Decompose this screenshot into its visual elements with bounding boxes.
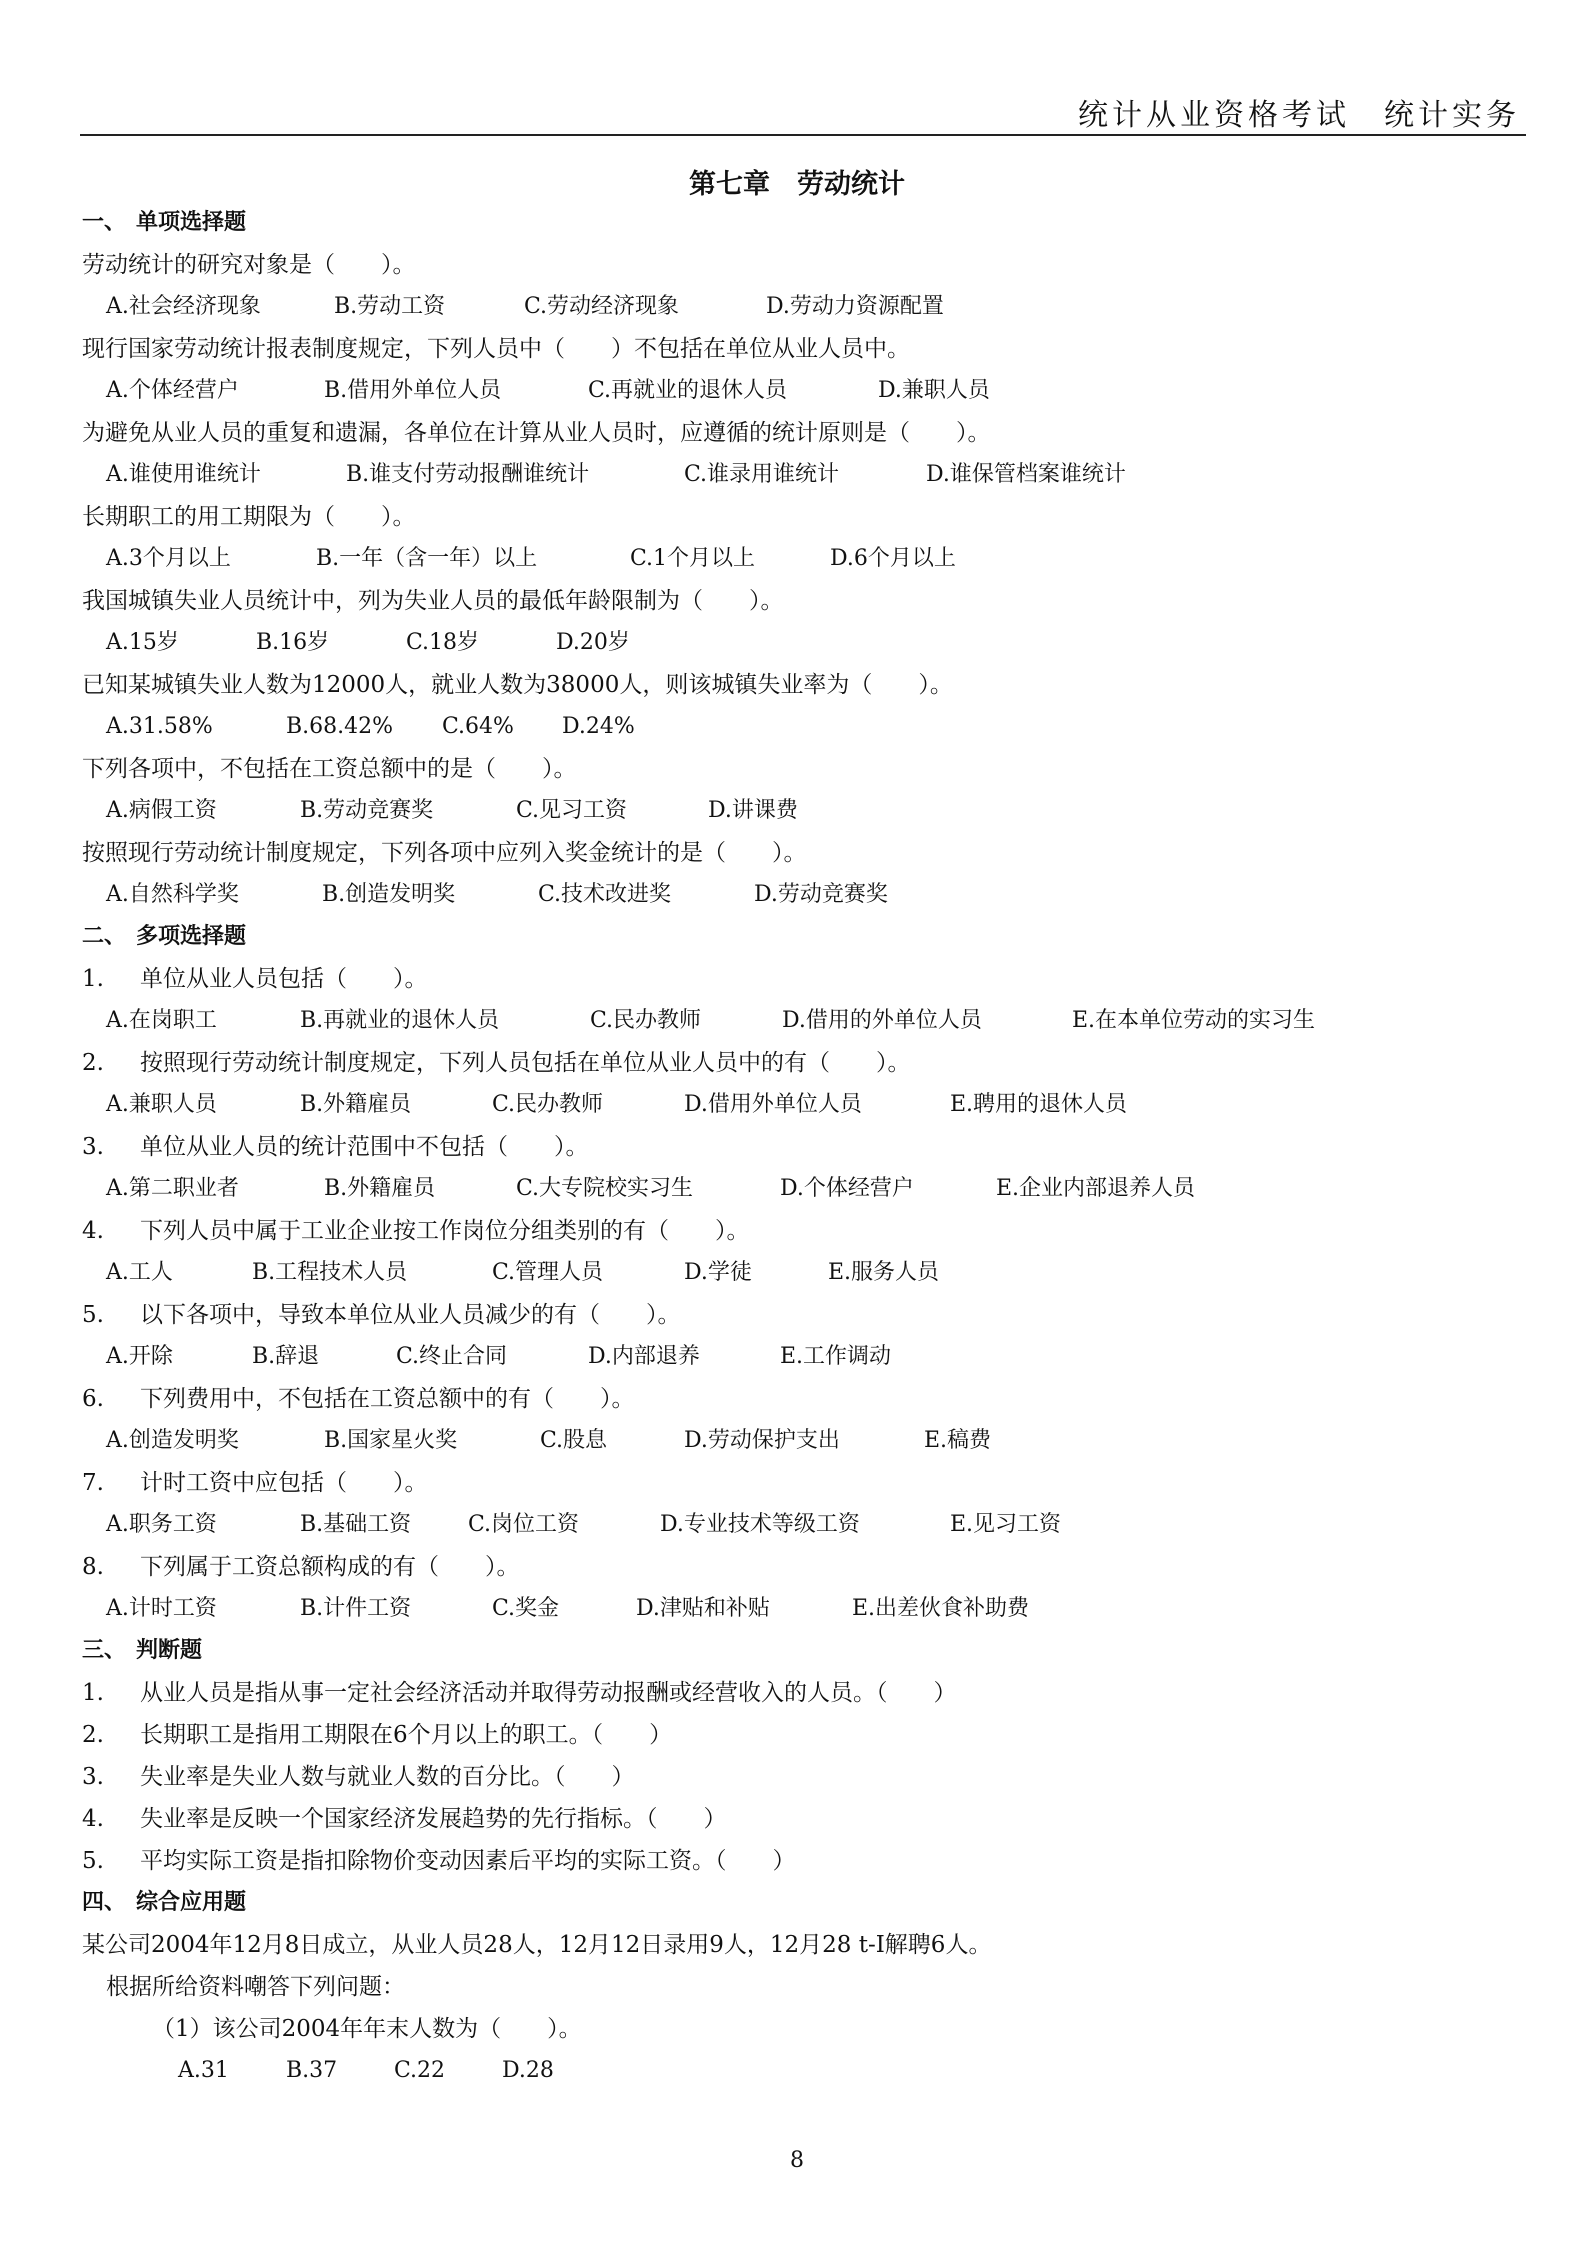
option: A.谁使用谁统计 [106,462,261,487]
question-stem: 我国城镇失业人员统计中，列为失业人员的最低年龄限制为（ ）。 [82,588,784,614]
option: E.在本单位劳动的实习生 [1072,1008,1316,1033]
question-stem: 3. 单位从业人员的统计范围中不包括（ ）。 [82,1134,589,1160]
option: B.68.42% [286,714,394,739]
option-row [82,1504,1524,1546]
option: D.借用的外单位人员 [782,1008,982,1033]
option-row [82,1336,1524,1378]
option: B.借用外单位人员 [324,378,502,403]
option-row [82,538,1524,580]
question-stem: 1. 单位从业人员包括（ ）。 [82,966,428,992]
option: E.企业内部退养人员 [996,1176,1196,1201]
option: C.见习工资 [516,798,628,823]
option-row [82,790,1524,832]
option: A.在岗职工 [106,1008,217,1033]
option: C.再就业的退休人员 [588,378,788,403]
question-stem: 现行国家劳动统计报表制度规定，下列人员中（ ）不包括在单位从业人员中。 [82,336,910,362]
question-stem: 长期职工的用工期限为（ ）。 [82,504,416,530]
option: A.31 [178,2058,229,2083]
option: B.工程技术人员 [252,1260,408,1285]
comprehensive-question: （1）该公司2004年年末人数为（ ）。 [152,2016,582,2042]
option: C.谁录用谁统计 [684,462,840,487]
option: D.个体经营户 [780,1176,914,1201]
option: D.津贴和补贴 [636,1596,770,1621]
question-stem: 按照现行劳动统计制度规定，下列各项中应列入奖金统计的是（ ）。 [82,840,807,866]
option: C.大专院校实习生 [516,1176,694,1201]
option-row [82,622,1524,664]
option: D.借用外单位人员 [684,1092,862,1117]
section-heading-true-false: 三、 判断题 [82,1638,203,1663]
option: A.职务工资 [106,1512,217,1537]
option: A.3个月以上 [106,546,231,571]
option-row [82,706,1524,748]
option: D.20岁 [556,630,630,655]
option: C.64% [442,714,514,739]
section-heading-single-choice: 一、 单项选择题 [82,210,247,235]
option: C.民办教师 [492,1092,604,1117]
option: B.辞退 [252,1344,320,1369]
option: B.创造发明奖 [322,882,456,907]
option: B.国家星火奖 [324,1428,458,1453]
question-stem: 1. 从业人员是指从事一定社会经济活动并取得劳动报酬或经营收入的人员。（ ） [82,1680,957,1706]
option: C.民办教师 [590,1008,702,1033]
option: E.工作调动 [780,1344,892,1369]
option: B.16岁 [256,630,330,655]
option: B.谁支付劳动报酬谁统计 [346,462,590,487]
question-stem: 6. 下列费用中，不包括在工资总额中的有（ ）。 [82,1386,635,1412]
option: B.劳动竞赛奖 [300,798,434,823]
option: D.6个月以上 [830,546,956,571]
option: A.病假工资 [106,798,217,823]
question-stem: 5. 以下各项中，导致本单位从业人员减少的有（ ）。 [82,1302,681,1328]
option: E.出差伙食补助费 [852,1596,1030,1621]
option: E.服务人员 [828,1260,940,1285]
option: B.外籍雇员 [300,1092,412,1117]
question-stem: 7. 计时工资中应包括（ ）。 [82,1470,428,1496]
option: B.一年（含一年）以上 [316,546,538,571]
option: C.18岁 [406,630,480,655]
option: C.劳动经济现象 [524,294,680,319]
question-stem: 已知某城镇失业人数为12000人，就业人数为38000人，则该城镇失业率为（ ）。 [82,672,953,698]
option: A.15岁 [106,630,179,655]
option: D.内部退养 [588,1344,700,1369]
question-stem: 2. 按照现行劳动统计制度规定，下列人员包括在单位从业人员中的有（ ）。 [82,1050,911,1076]
option: D.劳动力资源配置 [766,294,944,319]
question-stem: 3. 失业率是失业人数与就业人数的百分比。（ ） [82,1764,635,1790]
option: C.22 [394,2058,446,2083]
option: A.开除 [106,1344,173,1369]
question-stem: 4. 失业率是反映一个国家经济发展趋势的先行指标。（ ） [82,1806,727,1832]
option: B.计件工资 [300,1596,412,1621]
option: D.谁保管档案谁统计 [926,462,1126,487]
question-stem: 2. 长期职工是指用工期限在6个月以上的职工。（ ） [82,1722,673,1748]
option: C.股息 [540,1428,608,1453]
option: A.社会经济现象 [106,294,261,319]
question-stem: 下列各项中，不包括在工资总额中的是（ ）。 [82,756,577,782]
option: E.稿费 [924,1428,992,1453]
section-heading-multiple-choice: 二、 多项选择题 [82,924,247,949]
section-heading-comprehensive: 四、 综合应用题 [82,1890,247,1915]
option: C.技术改进奖 [538,882,672,907]
option: D.专业技术等级工资 [660,1512,860,1537]
option: B.37 [286,2058,338,2083]
option: E.见习工资 [950,1512,1062,1537]
option: B.外籍雇员 [324,1176,436,1201]
page-number: 8 [790,2148,804,2173]
option-row [82,286,1524,328]
question-stem: 劳动统计的研究对象是（ ）。 [82,252,416,278]
chapter-title: 第七章 劳动统计 [689,169,905,200]
option: C.管理人员 [492,1260,604,1285]
question-stem: 为避免从业人员的重复和遗漏，各单位在计算从业人员时，应遵循的统计原则是（ ）。 [82,420,991,446]
option: D.28 [502,2058,554,2083]
option-row [82,874,1524,916]
option: C.岗位工资 [468,1512,580,1537]
option: D.劳动保护支出 [684,1428,840,1453]
option: B.劳动工资 [334,294,446,319]
comprehensive-instruction: 根据所给资料嘲答下列问题： [106,1974,405,2000]
option: A.创造发明奖 [106,1428,239,1453]
option: B.再就业的退休人员 [300,1008,500,1033]
option-row [82,454,1524,496]
option: C.1个月以上 [630,546,756,571]
option-row [82,1252,1524,1294]
question-stem: 5. 平均实际工资是指扣除物价变动因素后平均的实际工资。（ ） [82,1848,796,1874]
option: A.自然科学奖 [106,882,239,907]
option: A.计时工资 [106,1596,217,1621]
page-content [82,202,1524,2092]
option: C.奖金 [492,1596,560,1621]
question-stem: 8. 下列属于工资总额构成的有（ ）。 [82,1554,520,1580]
option: A.工人 [106,1260,173,1285]
option: A.个体经营户 [106,378,239,403]
option: D.学徒 [684,1260,752,1285]
option-row [82,2050,1524,2092]
header-title: 统计从业资格考试 统计实务 [1078,98,1520,133]
page-header [80,86,1526,136]
option-row [82,1000,1524,1042]
comprehensive-stem: 某公司2004年12月8日成立，从业人员28人，12月12日录用9人，12月28 t-I解聘6人。 [82,1932,992,1958]
option: B.基础工资 [300,1512,412,1537]
option: A.31.58% [106,714,213,739]
option: A.兼职人员 [106,1092,217,1117]
option: C.终止合同 [396,1344,508,1369]
option: D.兼职人员 [878,378,990,403]
option: D.劳动竞赛奖 [754,882,888,907]
option-row [82,1168,1524,1210]
option: D.24% [562,714,635,739]
option-row [82,1084,1524,1126]
option: E.聘用的退休人员 [950,1092,1128,1117]
option-row [82,1420,1524,1462]
option-row [82,1588,1524,1630]
question-stem: 4. 下列人员中属于工业企业按工作岗位分组类别的有（ ）。 [82,1218,750,1244]
option: A.第二职业者 [106,1176,239,1201]
option: D.讲课费 [708,798,798,823]
option-row [82,370,1524,412]
